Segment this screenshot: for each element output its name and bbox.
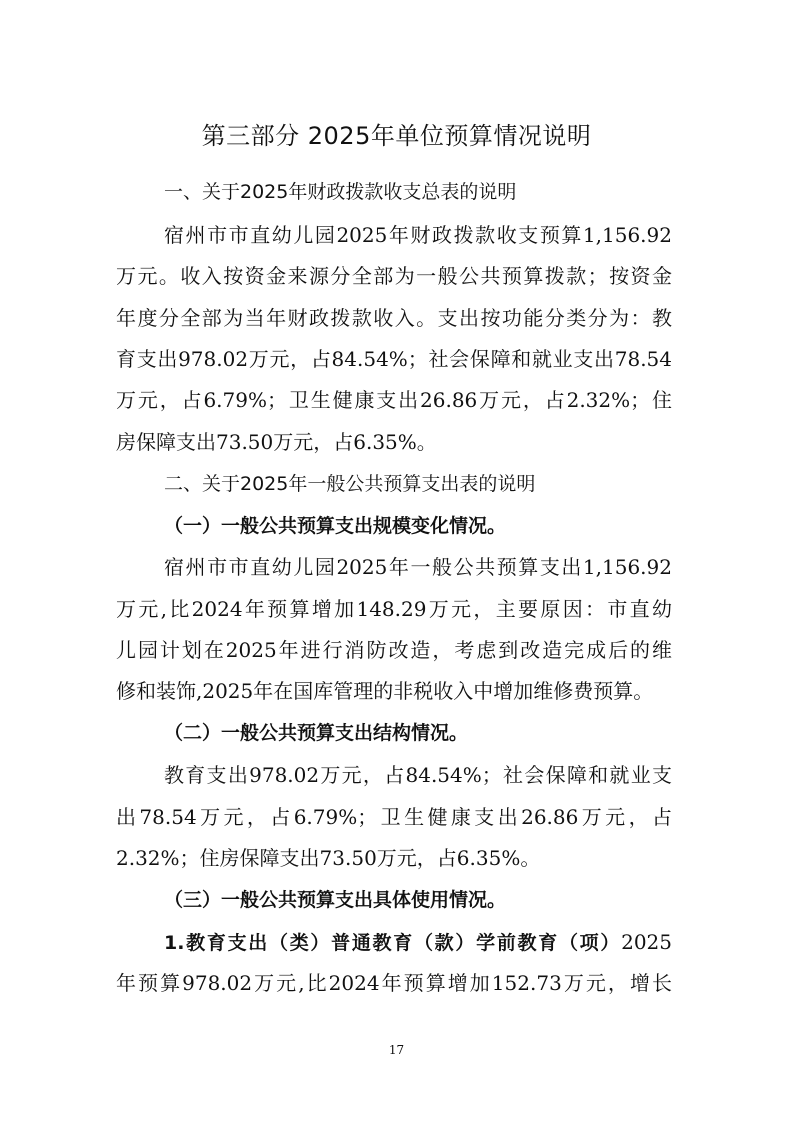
page-number: 17 bbox=[388, 1043, 405, 1057]
subsection-3-item-1-line-2: 年预算978.02万元,比2024年预算增加152.73万元，增长 bbox=[116, 971, 672, 995]
subsection-1-line-4: 修和装饰,2025年在国库管理的非税收入中增加维修费预算。 bbox=[116, 679, 654, 703]
subsection-1-line-3: 儿园计划在2025年进行消防改造，考虑到改造完成后的维 bbox=[116, 638, 672, 662]
subsection-3-item-1-line-1 bbox=[164, 928, 672, 957]
section-1-line-6: 房保障支出73.50万元，占6.35%。 bbox=[116, 430, 437, 454]
subsection-2-line-1: 教育支出978.02万元，占84.54%；社会保障和就业支 bbox=[164, 763, 672, 787]
section-1-line-4: 育支出978.02万元，占84.54%；社会保障和就业支出78.54 bbox=[116, 347, 672, 371]
section-1-line-2: 万元。收入按资金来源分全部为一般公共预算拨款；按资金 bbox=[116, 264, 672, 288]
item-1-lead-tail: 2025 bbox=[621, 930, 672, 954]
subsection-3-heading: （三）一般公共预算支出具体使用情况。 bbox=[164, 889, 507, 911]
page-title: 第三部分 2025年单位预算情况说明 bbox=[201, 122, 592, 150]
subsection-1-line-1: 宿州市市直幼儿园2025年一般公共预算支出1,156.92 bbox=[164, 555, 672, 579]
subsection-2-heading: （二）一般公共预算支出结构情况。 bbox=[164, 722, 469, 744]
section-2-heading: 二、关于2025年一般公共预算支出表的说明 bbox=[164, 473, 536, 495]
item-1-lead: 1.教育支出（类）普通教育（款）学前教育（项） bbox=[164, 932, 622, 954]
subsection-2-line-3: 2.32%；住房保障支出73.50万元，占6.35%。 bbox=[116, 846, 541, 870]
subsection-1-heading: （一）一般公共预算支出规模变化情况。 bbox=[164, 515, 507, 537]
section-1-heading: 一、关于2025年财政拨款收支总表的说明 bbox=[164, 181, 517, 203]
section-1-line-5: 万元，占6.79%；卫生健康支出26.86万元，占2.32%；住 bbox=[116, 388, 672, 412]
section-1-line-3: 年度分全部为当年财政拨款收入。支出按功能分类分为：教 bbox=[116, 306, 672, 330]
subsection-2-line-2: 出78.54万元，占6.79%；卫生健康支出26.86万元，占 bbox=[116, 805, 672, 829]
subsection-1-line-2: 万元,比2024年预算增加148.29万元，主要原因：市直幼 bbox=[116, 597, 672, 621]
section-1-line-1: 宿州市市直幼儿园2025年财政拨款收支预算1,156.92 bbox=[164, 223, 672, 247]
